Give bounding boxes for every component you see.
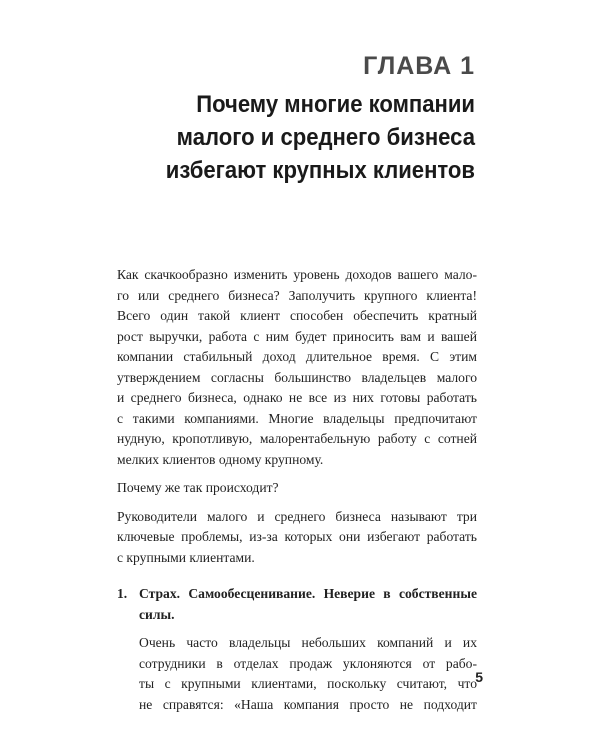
chapter-title-line: малого и среднего бизнеса	[176, 124, 475, 151]
list-item-text	[139, 633, 477, 715]
paragraph	[117, 265, 477, 470]
list-item	[117, 584, 477, 715]
text-line: Очень часто владельцы небольших компаний и их	[139, 635, 477, 650]
text-line: ты с крупными клиентами, поскольку считают, что	[139, 676, 477, 691]
text-line: ключевые проблемы, из-за которых они избегают работать	[117, 529, 477, 544]
paragraph	[117, 478, 477, 499]
text-line: не справятся: «Наша компания просто не подходит	[139, 696, 477, 712]
text-line: сотрудники в отделах продаж уклоняются от рабо-	[139, 655, 477, 671]
chapter-title-line: Почему многие компании	[196, 91, 475, 118]
text-line: Страх. Самообесценивание. Неверие в собственные	[139, 586, 477, 601]
text-line: с крупными клиентами.	[117, 549, 255, 565]
page-number: 5	[475, 669, 483, 685]
text-line: нудную, кропотливую, малорентабельную работу с сотней	[117, 431, 477, 446]
list-item-number: 1.	[117, 586, 128, 601]
chapter-title	[95, 88, 475, 187]
text-line: Как скачкообразно изменить уровень доходов вашего мало-	[117, 267, 477, 282]
text-line: силы.	[139, 606, 175, 622]
text-line: мелких клиентов одному крупному.	[117, 451, 324, 467]
paragraph	[117, 507, 477, 569]
text-line: с такими компаниями. Многие владельцы предпочитают	[117, 410, 477, 426]
body-text	[117, 265, 477, 715]
text-line: утверждением согласны большинство владельцев малого	[117, 369, 477, 385]
text-line: рост выручки, работа с ним будет приносить вам и вашей	[117, 328, 477, 344]
text-line: Руководители малого и среднего бизнеса называют три	[117, 508, 477, 524]
chapter-label: ГЛАВА 1	[363, 52, 475, 80]
text-line: Всего один такой клиент способен обеспечить кратный	[117, 308, 477, 323]
list-item-heading	[139, 584, 477, 625]
text-line: компании стабильный доход длительное время. С этим	[117, 349, 477, 364]
text-line: го или среднего бизнеса? Заполучить крупного клиента!	[117, 287, 477, 303]
chapter-title-line: избегают крупных клиентов	[165, 157, 475, 184]
text-line: и среднего бизнеса, однако не все из них готовы работать	[117, 390, 477, 405]
text-line: Почему же так происходит?	[117, 480, 279, 495]
